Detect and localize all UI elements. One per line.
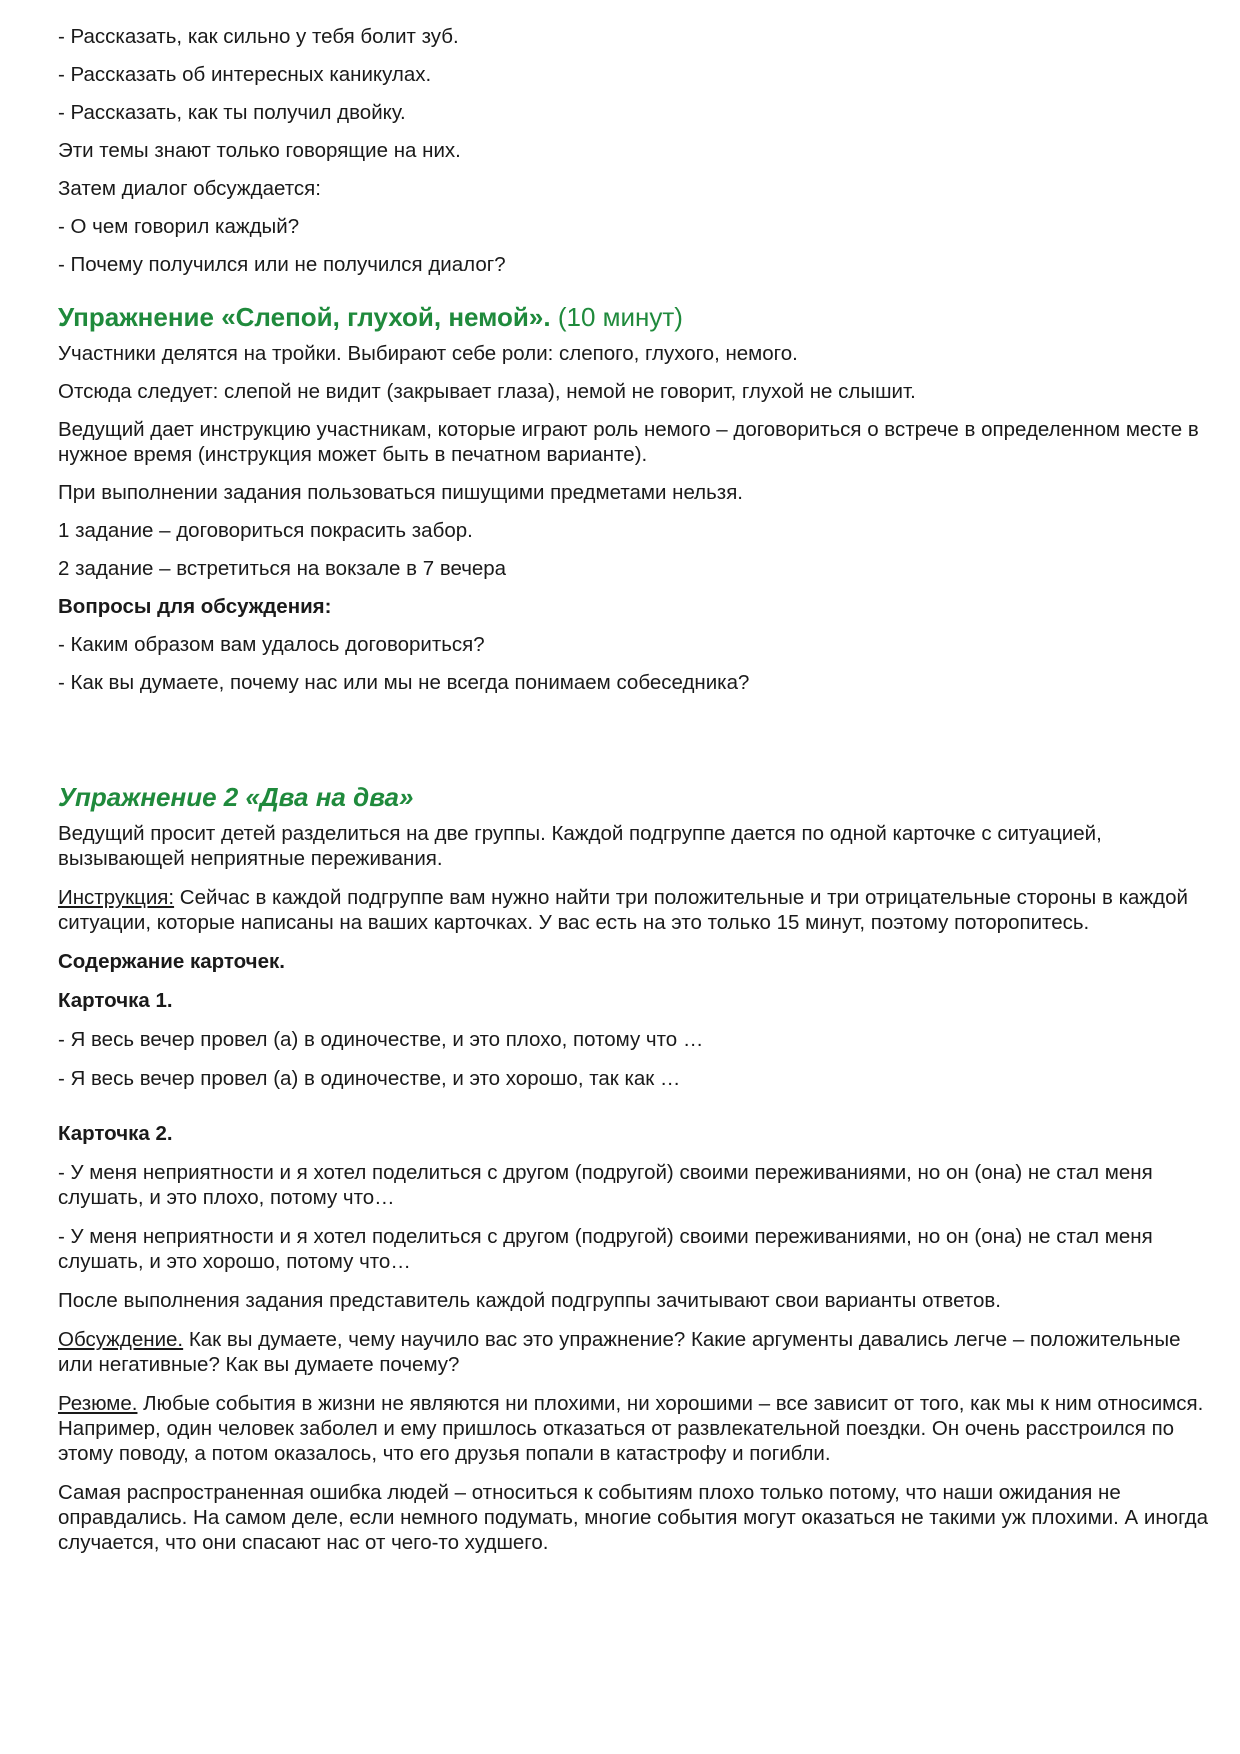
intro-item: - Рассказать об интересных каникулах. xyxy=(58,63,432,86)
instruction-text: Сейчас в каждой подгруппе вам нужно найти три положительные и три отрицательные стороны в каждой ситуации, которые написаны на ваших карточках. У вас есть на это только 15 минут, поэтому поторопитесь. xyxy=(58,886,1188,934)
exercise1-paragraph: При выполнении задания пользоваться пишущими предметами нельзя. xyxy=(58,481,743,504)
exercise1-question: - Каким образом вам удалось договориться? xyxy=(58,633,485,656)
exercise1-paragraph: 1 задание – договориться покрасить забор. xyxy=(58,519,473,542)
card1-item: - Я весь вечер провел (а) в одиночестве, и это плохо, потому что … xyxy=(58,1028,704,1051)
exercise1-paragraph: Ведущий дает инструкцию участникам, которые играют роль немого – договориться о встрече в определенном месте в нужное время (инструкция может быть в печатном варианте). xyxy=(58,418,1199,466)
intro-item: - Рассказать, как сильно у тебя болит зуб. xyxy=(58,25,459,48)
card1-item: - Я весь вечер провел (а) в одиночестве, и это хорошо, так как … xyxy=(58,1067,681,1090)
exercise1-questions-heading: Вопросы для обсуждения: xyxy=(58,595,332,618)
exercise2-summary xyxy=(58,1391,1208,1466)
exercise2-discussion xyxy=(58,1327,1208,1377)
cards-heading: Содержание карточек. xyxy=(58,950,285,973)
intro-discussion: Затем диалог обсуждается: xyxy=(58,177,321,200)
exercise2-title: Упражнение 2 «Два на два» xyxy=(58,782,414,812)
summary-text: Любые события в жизни не являются ни плохими, ни хорошими – все зависит от того, как мы к ним относимся. Например, один человек заболел и ему пришлось отказаться от развлекательной поездки. Он очень расстроился по этому поводу, а потом оказалось, что его друзья попали в катастрофу и погибли. xyxy=(58,1392,1204,1465)
exercise2-final: Самая распространенная ошибка людей – относиться к событиям плохо только потому, что наши ожидания не оправдались. На самом деле, если немного подумать, многие события могут оказаться не такими уж плохими. А иногда случается, что они спасают нас от чего-то худшего. xyxy=(58,1481,1208,1554)
card2-heading: Карточка 2. xyxy=(58,1122,173,1145)
card1-heading: Карточка 1. xyxy=(58,989,173,1012)
instruction-label: Инструкция: xyxy=(58,886,175,909)
exercise1-paragraph: 2 задание – встретиться на вокзале в 7 вечера xyxy=(58,557,507,580)
discussion-label: Обсуждение. xyxy=(58,1328,184,1351)
exercise1-duration: (10 минут) xyxy=(557,302,683,332)
discussion-text: Как вы думаете, чему научило вас это упражнение? Какие аргументы давались легче – положительные или негативные? Как вы думаете почему? xyxy=(58,1328,1181,1376)
card2-item: - У меня неприятности и я хотел поделиться с другом (подругой) своими переживаниями, но он (она) не стал меня слушать, и это плохо, потому что… xyxy=(58,1161,1153,1209)
intro-note: Эти темы знают только говорящие на них. xyxy=(58,139,461,162)
intro-item: - Рассказать, как ты получил двойку. xyxy=(58,101,406,124)
exercise1-title: Упражнение «Слепой, глухой, немой». xyxy=(58,302,551,332)
document-page xyxy=(58,24,1208,1569)
exercise2-instruction xyxy=(58,885,1208,935)
intro-question: - О чем говорил каждый? xyxy=(58,215,300,238)
exercise1-paragraph: Отсюда следует: слепой не видит (закрывает глаза), немой не говорит, глухой не слышит. xyxy=(58,380,916,403)
exercise1-paragraph: Участники делятся на тройки. Выбирают себе роли: слепого, глухого, немого. xyxy=(58,342,798,365)
intro-question: - Почему получился или не получился диалог? xyxy=(58,253,506,276)
exercise2-intro: Ведущий просит детей разделиться на две группы. Каждой подгруппе дается по одной карточке с ситуацией, вызывающей неприятные переживания. xyxy=(58,822,1102,870)
exercise1-heading xyxy=(58,301,1208,333)
exercise1-question: - Как вы думаете, почему нас или мы не всегда понимаем собеседника? xyxy=(58,671,750,694)
summary-label: Резюме. xyxy=(58,1392,138,1415)
card2-item: - У меня неприятности и я хотел поделиться с другом (подругой) своими переживаниями, но он (она) не стал меня слушать, и это хорошо, потому что… xyxy=(58,1225,1153,1273)
exercise2-after: После выполнения задания представитель каждой подгруппы зачитывают свои варианты ответов. xyxy=(58,1289,1001,1312)
